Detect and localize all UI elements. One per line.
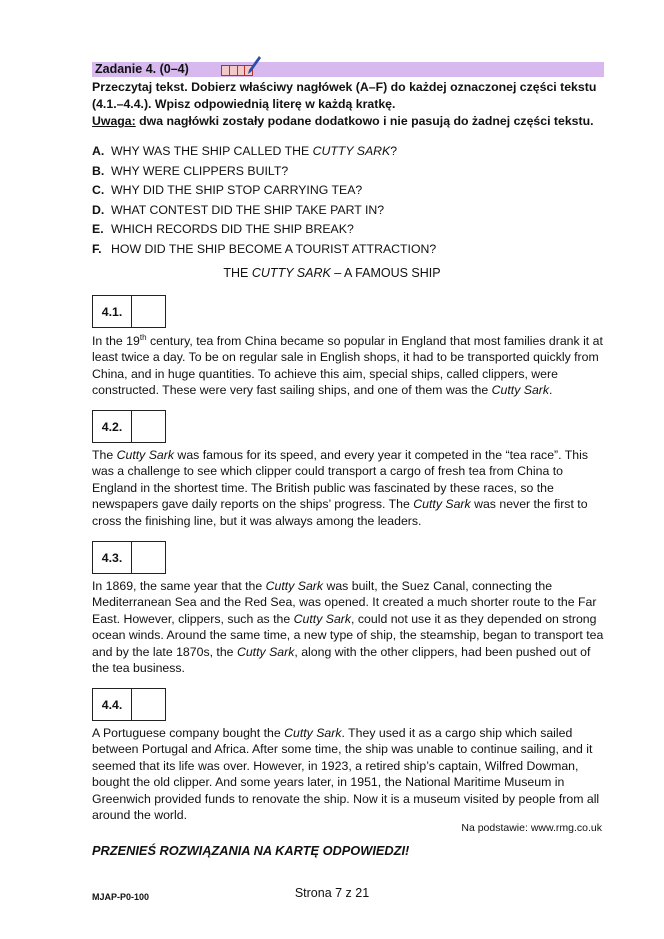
paragraph-text: The	[92, 448, 117, 462]
text-title-ship: CUTTY SARK	[251, 266, 331, 280]
paragraph-text: , could not use it as they depended on strong ocean winds. Around the same time, a new type of ship, the steamship, began to transport tea and by the late 1870s, the	[92, 611, 604, 659]
option-letter: E.	[92, 222, 104, 237]
task-title: Zadanie 4. (0–4)	[95, 62, 189, 76]
paragraph-text: was famous for its speed, and every year it competed in the “tea race”. This was a challenge to see which clipper could transport a cargo of fresh tea from China to England in the shortest time. The British public was fascinated by these races, so the newspapers gave daily reports on the ships’ progress. The	[92, 448, 588, 512]
option-text: ?	[390, 144, 398, 158]
pen-icon	[246, 55, 262, 75]
ship-name: Cutty Sark	[236, 644, 295, 659]
paragraph-text: A Portuguese company bought the	[92, 726, 285, 740]
ship-name: Cutty Sark	[491, 383, 550, 398]
answer-box-1	[92, 295, 166, 328]
answer-box-label: 4.3.	[93, 542, 132, 573]
paragraph-text: , along with the other clippers, had been pushed out of the tea business.	[92, 644, 591, 676]
answer-box-label: 4.4.	[93, 689, 132, 720]
option-ship-name: CUTTY SARK	[312, 144, 391, 158]
point-box	[222, 66, 230, 75]
heading-options	[92, 142, 436, 260]
paragraph-text: In the 19	[92, 334, 140, 348]
answer-box-label: 4.2.	[93, 411, 132, 442]
answer-cell[interactable]	[132, 542, 165, 573]
answer-cell[interactable]	[132, 296, 165, 327]
page-number: Strona 7 z 21	[294, 886, 370, 900]
instruction-note	[92, 113, 612, 130]
heading-option	[92, 201, 436, 221]
note-text: dwa nagłówki zostały podane dodatkowo i nie pasują do żadnej części tekstu.	[135, 114, 594, 128]
text-title-part: – A FAMOUS SHIP	[330, 266, 441, 280]
ship-name: Cutty Sark	[116, 448, 175, 462]
ship-name: Cutty Sark	[284, 726, 342, 740]
heading-option	[92, 142, 436, 162]
answer-box-label: 4.1.	[93, 296, 132, 327]
note-label: Uwaga:	[92, 114, 136, 128]
answer-cell[interactable]	[132, 411, 165, 442]
option-letter: F.	[92, 241, 102, 256]
answer-box-3	[92, 541, 166, 574]
transfer-note: PRZENIEŚ ROZWIĄZANIA NA KARTĘ ODPOWIEDZI!	[92, 843, 410, 858]
option-letter: A.	[92, 144, 105, 158]
paragraph-text: In 1869, the same year that the	[92, 579, 266, 593]
text-title-part: THE	[223, 266, 252, 280]
paragraph-text: was built, the Suez Canal, connecting the Mediterranean Sea and the Red Sea, was opened. It created a much shorter route to the Far East. However, clippers, such as the	[92, 579, 597, 626]
point-box	[238, 66, 246, 75]
option-text: HOW DID THE SHIP BECOME A TOURIST ATTRACTION?	[111, 241, 437, 256]
text-paragraph-4	[92, 725, 604, 823]
text-paragraph-3	[92, 578, 604, 676]
answer-box-2	[92, 410, 166, 443]
text-paragraph-1	[92, 333, 604, 399]
text-title	[0, 266, 664, 280]
answer-box-4	[92, 688, 166, 721]
heading-option	[92, 240, 436, 260]
option-text: WHY DID THE SHIP STOP CARRYING TEA?	[111, 183, 363, 198]
exam-code: MJAP-P0-100	[92, 892, 150, 902]
heading-option	[92, 220, 436, 240]
point-box	[230, 66, 238, 75]
ship-name: Cutty Sark	[413, 497, 471, 512]
option-letter: D.	[92, 202, 105, 217]
option-text: WHICH RECORDS DID THE SHIP BREAK?	[111, 222, 354, 237]
task-instructions	[92, 79, 612, 130]
source-note: Na podstawie: www.rmg.co.uk	[461, 822, 602, 834]
paragraph-text: th	[139, 332, 147, 342]
ship-name: Cutty Sark	[265, 579, 324, 593]
option-text: WHAT CONTEST DID THE SHIP TAKE PART IN?	[111, 202, 385, 217]
paragraph-text: century, tea from China became so popular in England that most families drank it at least twice a day. To be on regular sale in English shops, it had to be transported quickly from China, and in huge quantities. To achieve this aim, special ships, called clippers, were constructed. These were very fast sailing ships, and one of them was the	[92, 334, 603, 398]
heading-option	[92, 162, 436, 182]
answer-cell[interactable]	[132, 689, 165, 720]
option-letter: C.	[92, 183, 105, 198]
heading-option	[92, 181, 436, 201]
option-letter: B.	[92, 163, 105, 178]
instruction-line: Przeczytaj tekst. Dobierz właściwy nagłówek (A–F) do każdej oznaczonej części tekstu	[92, 80, 597, 94]
option-text: WHY WAS THE SHIP CALLED THE	[111, 144, 313, 158]
ship-name: Cutty Sark	[293, 611, 352, 626]
paragraph-text: was never the first to cross the finishing line, but it was always among the leaders.	[92, 497, 588, 528]
paragraph-text: . They used it as a cargo ship which sailed between Portugal and Africa. After some time, the ship was unable to continue sailing, and it seemed that its life was over. However, in 1923, a retired ship’s captain, Wilfred Dowman, bought the old clipper. And some years later, in 1951, the National Maritime Museum in Greenwich provided funds to renovate the ship. Now it is a museum visited by people from all around the world.	[92, 726, 600, 823]
instruction-line: (4.1.–4.4.). Wpisz odpowiednią literę w każdą kratkę.	[92, 97, 396, 111]
text-paragraph-2	[92, 447, 604, 529]
paragraph-text: .	[549, 383, 553, 398]
option-text: WHY WERE CLIPPERS BUILT?	[111, 163, 289, 178]
